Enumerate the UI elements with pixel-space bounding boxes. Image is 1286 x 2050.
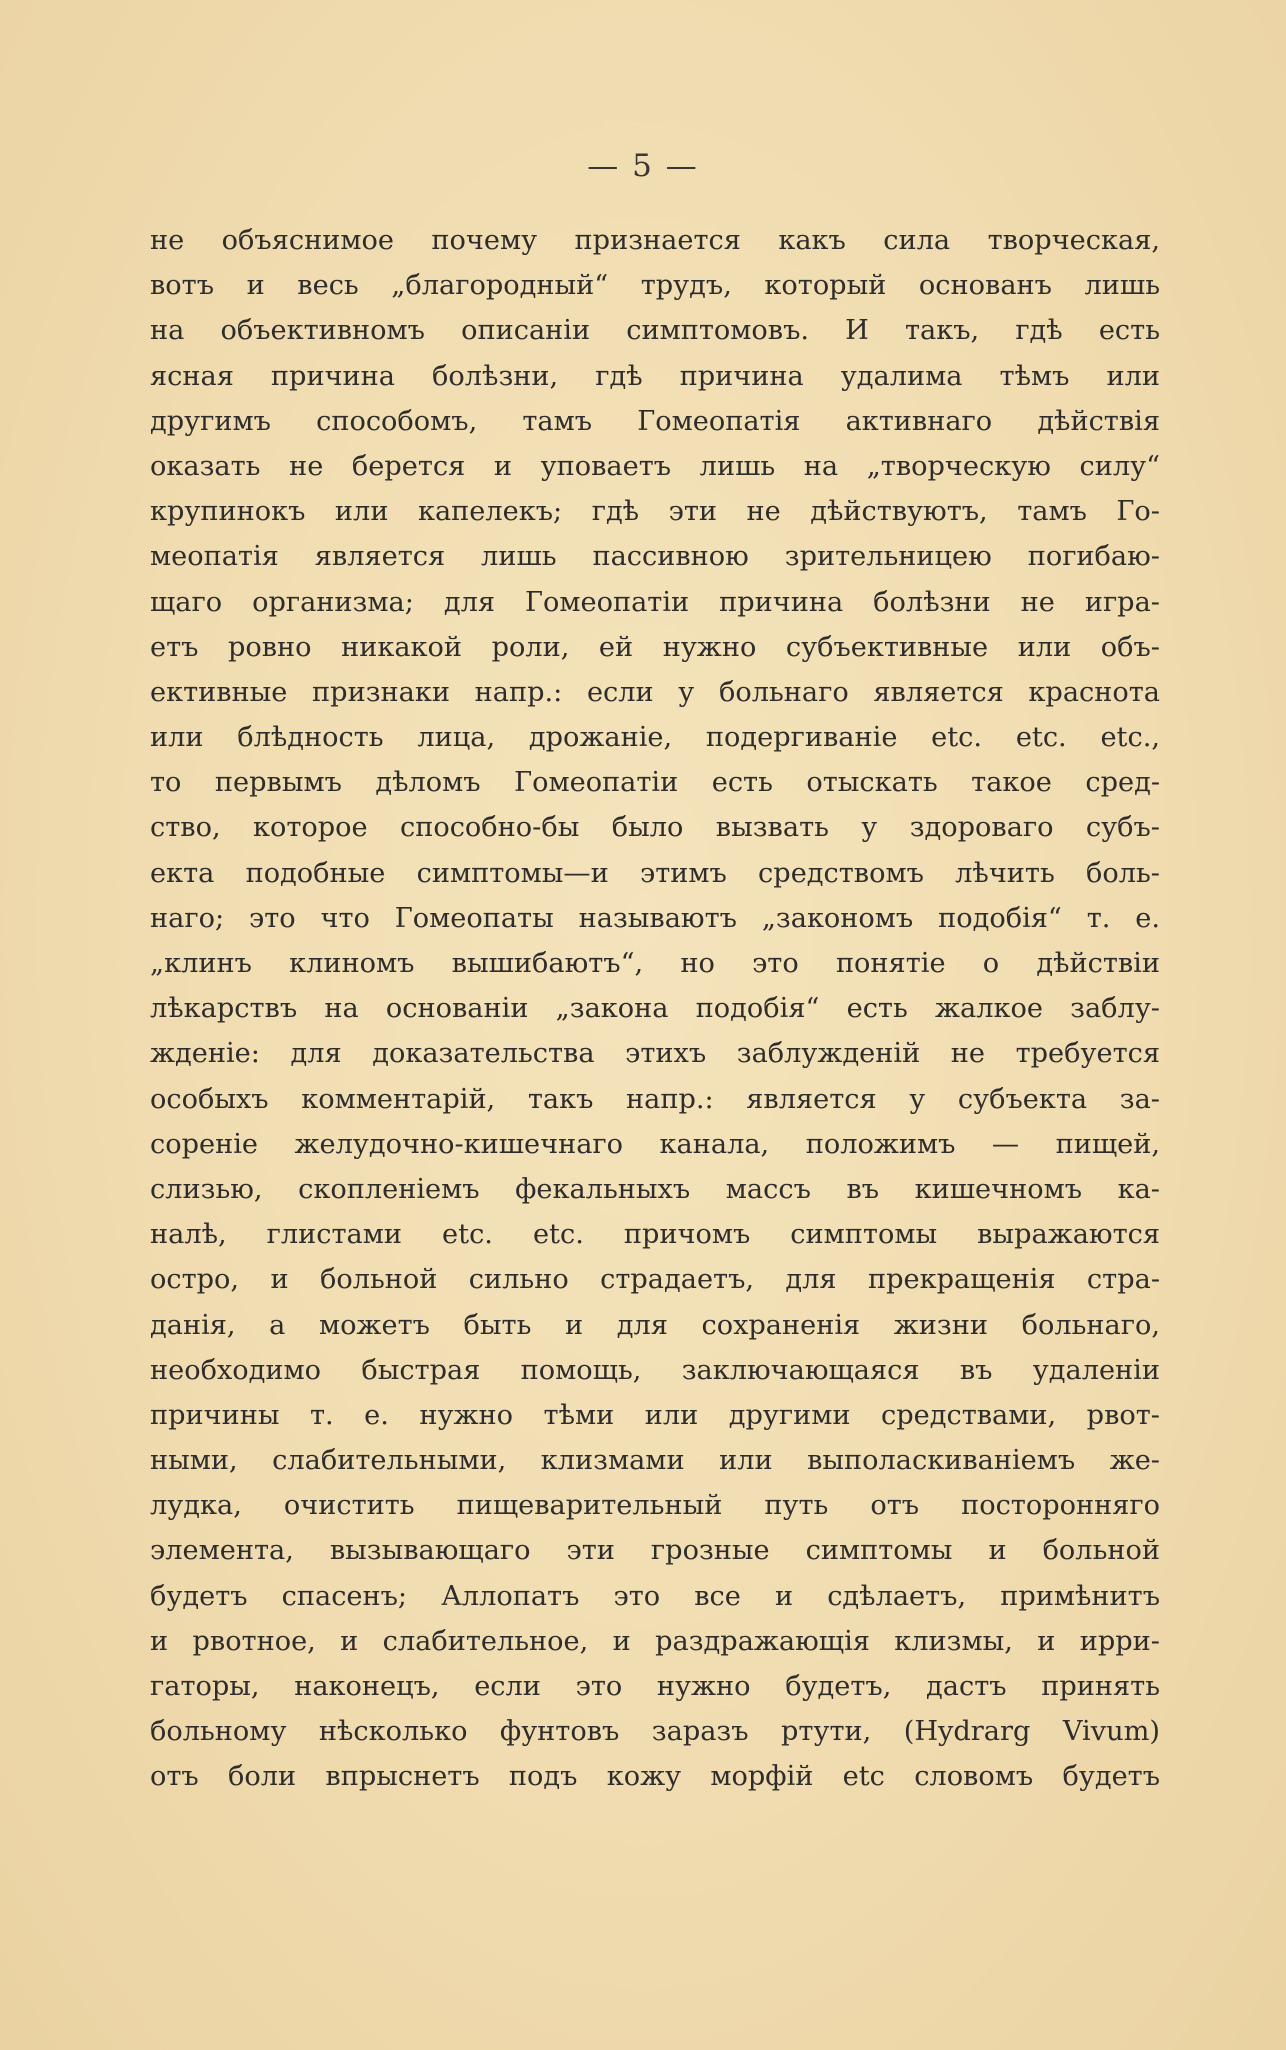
text-line: етъ ровно никакой роли, ей нужно субъективные или объ- [150, 631, 1160, 663]
text-line: то первымъ дѣломъ Гомеопатiи есть отыскать такое сред- [150, 767, 1160, 799]
text-line: элемента, вызывающаго эти грозные симптомы и больной [150, 1535, 1160, 1567]
body-text [150, 218, 1160, 1800]
text-line: ство, которое способно-бы было вызвать у здороваго субъ- [150, 812, 1160, 844]
text-line: крупинокъ или капелекъ; гдѣ эти не дѣйствуютъ, тамъ Го- [150, 496, 1160, 528]
text-line: или блѣдность лица, дрожанiе, подергиванiе etc. etc. etc., [150, 722, 1160, 754]
text-line: ными, слабительными, клизмами или выполаскиванiемъ же- [150, 1445, 1160, 1477]
text-line: будетъ спасенъ; Аллопатъ это все и сдѣлаетъ, примѣнитъ [150, 1580, 1160, 1612]
text-line: „клинъ клиномъ вышибаютъ“, но это понятiе о дѣйствiи [150, 948, 1160, 979]
text-line: особыхъ комментарiй, такъ напр.: является у субъекта за- [150, 1083, 1160, 1115]
text-line: слизью, скопленiемъ фекальныхъ массъ въ кишечномъ ка- [150, 1173, 1160, 1205]
text-line: необходимо быстрая помощь, заключающаяся въ удаленiи [150, 1354, 1160, 1386]
text-line: екта подобные симптомы—и этимъ средствомъ лѣчить боль- [150, 857, 1160, 889]
text-line: жденiе: для доказательства этихъ заблужденiй не требуется [150, 1038, 1160, 1070]
text-line: данiя, а можетъ быть и для сохраненiя жизни больнаго, [150, 1309, 1160, 1341]
text-line: наго; это что Гомеопаты называютъ „закономъ подобiя“ т. е. [150, 902, 1160, 934]
text-line: и рвотное, и слабительное, и раздражающiя клизмы, и ирри- [150, 1625, 1160, 1657]
text-line: лудка, очистить пищеварительный путь отъ посторонняго [150, 1490, 1160, 1522]
text-line: лѣкарствъ на основанiи „закона подобiя“ есть жалкое заблу- [150, 993, 1160, 1025]
text-line: другимъ способомъ, тамъ Гомеопатiя активнаго дѣйствiя [150, 405, 1160, 437]
text-line: больному нѣсколько фунтовъ заразъ ртути, (Hydrarg Vivum) [150, 1716, 1160, 1748]
text-line: остро, и больной сильно страдаетъ, для прекращенiя стра- [150, 1264, 1160, 1296]
text-line: на объективномъ описанiи симптомовъ. И такъ, гдѣ есть [150, 315, 1160, 347]
text-line: меопатiя является лишь пассивною зрительницею погибаю- [150, 541, 1160, 573]
text-line: не объяснимое почему признается какъ сила творческая, [150, 225, 1160, 256]
text-line: оказать не берется и уповаетъ лишь на „творческую силу“ [150, 450, 1160, 482]
text-line: налѣ, глистами etc. etc. причомъ симптомы выражаются [150, 1219, 1160, 1251]
text-line: отъ боли впрыснетъ подъ кожу морфiй etc словомъ будетъ [150, 1761, 1160, 1793]
text-line: вотъ и весь „благородный“ трудъ, который основанъ лишь [150, 270, 1160, 302]
text-line: щаго организма; для Гомеопатiи причина болѣзни не игра- [150, 586, 1160, 618]
text-line: причины т. е. нужно тѣми или другими средствами, рвот- [150, 1399, 1160, 1431]
text-line: гаторы, наконецъ, если это нужно будетъ, дастъ принять [150, 1671, 1160, 1702]
text-line: ективные признаки напр.: если у больнаго является краснота [150, 676, 1160, 708]
page-number: — 5 — [587, 148, 699, 184]
text-line: соренiе желудочно-кишечнаго канала, положимъ — пищей, [150, 1128, 1160, 1160]
text-line: ясная причина болѣзни, гдѣ причина удалима тѣмъ или [150, 360, 1160, 392]
